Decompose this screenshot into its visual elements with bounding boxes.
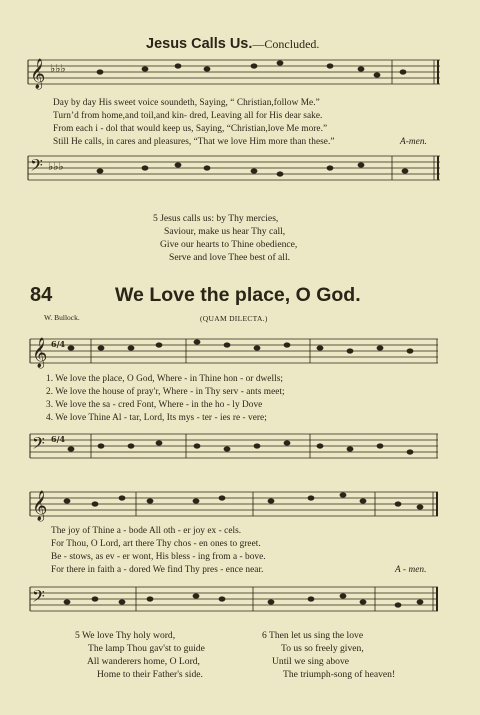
verse-6-line: To us so freely given, [281, 643, 364, 654]
verse-5-line: All wanderers home, O Lord, [87, 656, 200, 667]
hymn-lyric-system-2: For Thou, O Lord, art there Thy chos - en ones to greet. [51, 539, 261, 549]
treble-clef-icon: 𝄞 [32, 491, 48, 521]
hymn-title: We Love the place, O God. [115, 284, 361, 306]
staff-system-2-bass [0, 577, 480, 623]
verse-5-line: The lamp Thou gav'st to guide [88, 643, 205, 654]
noteheads-system-2-bass [64, 593, 424, 607]
continued-lyric-line: Still He calls, in cares and pleasures, “That we love Him more than these.” [53, 137, 335, 147]
continued-verse-5-line: Saviour, make us hear Thy call, [164, 226, 286, 237]
staff-system-1-treble [0, 331, 480, 371]
noteheads-system-1-bass [68, 440, 414, 454]
hymn-amen: A - men. [395, 565, 427, 575]
continued-lyric-line: From each i - dol that would keep us, Saying, “Christian,love Me more.” [53, 124, 328, 134]
svg-text:♭♭♭: ♭♭♭ [48, 160, 64, 173]
hymn-lyric-system-1: 1. We love the place, O God, Where - in Thine hon - or dwells; [46, 374, 284, 384]
continued-hymn-title: Jesus Calls Us. [146, 36, 253, 52]
verse-6-line: 6 Then let us sing the love [262, 630, 364, 641]
svg-text:♭♭♭: ♭♭♭ [50, 62, 66, 75]
hymn-lyric-system-2: For there in faith a - dored We find Thy pres - ence near. [51, 565, 264, 575]
continued-label: —Concluded. [252, 37, 320, 51]
verse-5-line: Home to their Father's side. [97, 669, 203, 680]
hymn-lyric-system-1: 2. We love the house of pray'r, Where - in Thy serv - ants meet; [46, 387, 285, 397]
staff-system-0-treble [0, 52, 480, 92]
continued-amen: A-men. [400, 137, 427, 147]
treble-clef-icon: 𝄞 [30, 59, 46, 89]
svg-text:6/4: 6/4 [51, 434, 66, 444]
hymn-tune-name: (QUAM DILECTA.) [200, 314, 268, 323]
verse-6-line: The triumph-song of heaven! [283, 669, 396, 680]
continued-verse-5-line: Give our hearts to Thine obedience, [160, 239, 298, 250]
hymn-author: W. Bullock. [44, 313, 80, 322]
continued-lyric-line: Day by day His sweet voice soundeth, Saying, “ Christian,follow Me.” [53, 98, 320, 108]
staff-system-0-bass [0, 148, 480, 192]
treble-clef-icon: 𝄞 [32, 338, 48, 368]
verse-5-line: 5 We love Thy holy word, [75, 630, 176, 641]
noteheads-system-0-bass [97, 162, 409, 176]
staff-system-1-bass [0, 424, 480, 470]
bass-clef-icon: 𝄢 [30, 155, 43, 179]
continued-verse-5-line: 5 Jesus calls us: by Thy mercies, [153, 213, 279, 224]
time-signature-top: 6/4 [51, 339, 66, 349]
noteheads-system-0-treble [97, 60, 407, 77]
hymn-lyric-system-1: 3. We love the sa - cred Font, Where - in the ho - ly Dove [46, 400, 263, 410]
hymn-number: 84 [30, 284, 53, 306]
hymn-lyric-system-1: 4. We love Thine Al - tar, Lord, Its mys - ter - ies re - vere; [46, 413, 267, 423]
noteheads-system-1-treble [68, 339, 414, 353]
hymn-lyric-system-2: Be - stows, as ev - er wont, His bless - ing from a - bove. [51, 552, 266, 562]
continued-hymn-header [146, 33, 319, 52]
continued-verse-5-line: Serve and love Thee best of all. [169, 252, 291, 263]
hymn-lyric-system-2: The joy of Thine a - bode All oth - er joy ex - cels. [51, 526, 242, 536]
staff-system-2-treble [0, 484, 480, 524]
verse-6-line: Until we sing above [272, 656, 350, 667]
bass-clef-icon: 𝄢 [32, 433, 45, 457]
noteheads-system-2-treble [64, 492, 424, 509]
continued-lyric-line: Turn’d from home,and toil,and kin- dred, Leaving all for His dear sake. [53, 111, 323, 121]
bass-clef-icon: 𝄢 [32, 586, 45, 610]
